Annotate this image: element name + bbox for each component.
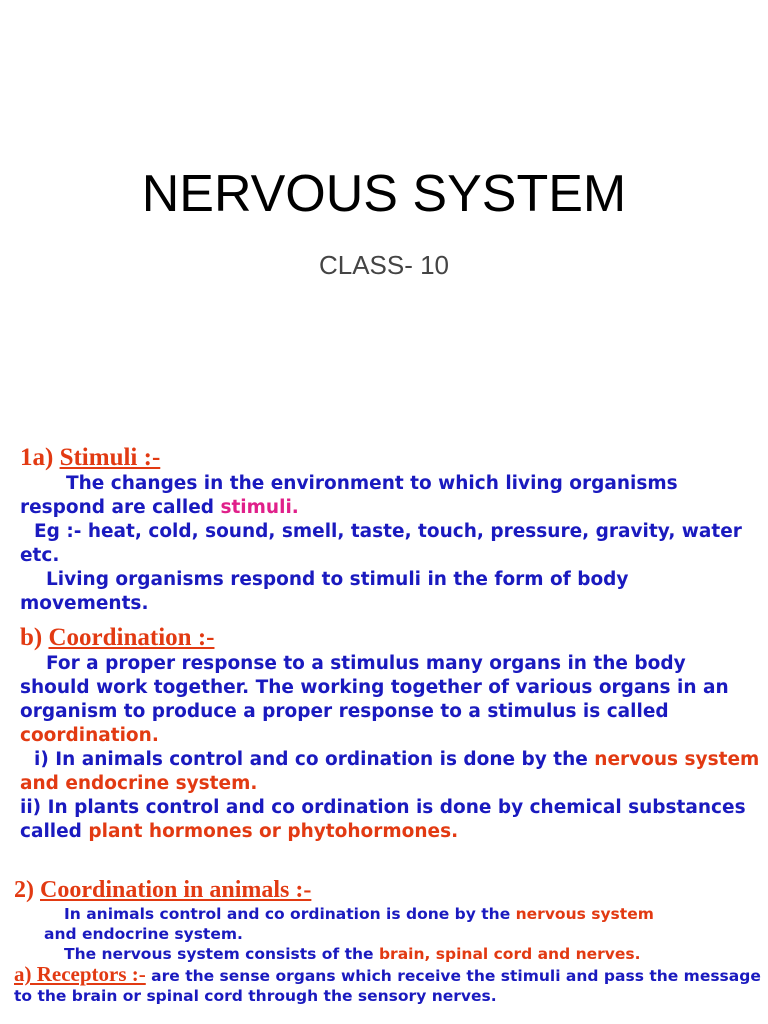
coordination-plants <box>20 796 760 844</box>
animals-heading <box>14 876 764 904</box>
coordination-plants-text: ii) In plants control and co ordination is done by chemical substances called <box>20 797 746 842</box>
stimuli-term: stimuli. <box>220 497 299 518</box>
notes-image <box>0 430 768 1024</box>
stimuli-response <box>20 568 760 616</box>
slide-title: NERVOUS SYSTEM <box>141 165 627 223</box>
coordination-definition <box>20 652 760 748</box>
stimuli-heading-num: 1a) <box>20 444 54 471</box>
coordination-animals-systems: nervous system and endocrine system. <box>20 749 760 794</box>
slide-subtitle: CLASS- 10 <box>318 250 450 280</box>
receptors-text: are the sense organs which receive the stimuli and pass the message to the brain or spinal cord through the sensory nerves. <box>14 967 761 1005</box>
receptors-paragraph <box>14 964 764 1006</box>
coordination-heading <box>20 624 760 652</box>
stimuli-section <box>20 444 760 616</box>
stimuli-definition-text: The changes in the environment to which living organisms respond are called <box>20 473 678 518</box>
coordination-heading-text: Coordination :- <box>48 624 215 651</box>
animals-control <box>14 904 764 944</box>
stimuli-heading <box>20 444 760 472</box>
stimuli-examples-text: Eg :- heat, cold, sound, smell, taste, touch, pressure, gravity, water etc. <box>20 521 742 566</box>
animals-composition <box>14 944 764 964</box>
coordination-definition-text: For a proper response to a stimulus many organs in the body should work together. The working together of various organs in an organism to produce a proper response to a stimulus is called <box>20 653 729 722</box>
coordination-heading-num: b) <box>20 624 43 651</box>
coordination-plants-hormones: plant hormones or phytohormones. <box>88 821 459 842</box>
coordination-animals-text: i) In animals control and co ordination is done by the <box>34 749 595 770</box>
animals-section <box>14 876 764 1006</box>
animals-heading-text: Coordination in animals :- <box>40 877 312 903</box>
coordination-section <box>20 624 760 844</box>
animals-composition-text: The nervous system consists of the <box>64 945 379 963</box>
animals-nervous-system: nervous system <box>515 905 654 923</box>
stimuli-definition <box>20 472 760 520</box>
stimuli-examples <box>20 520 760 568</box>
stimuli-heading-text: Stimuli :- <box>59 444 161 471</box>
animals-control-text: In animals control and co ordination is done by the <box>64 905 516 923</box>
animals-brain-parts: brain, spinal cord and nerves. <box>378 945 641 963</box>
animals-endocrine: and endocrine system. <box>44 925 243 943</box>
coordination-term: coordination. <box>20 725 159 746</box>
animals-heading-num: 2) <box>14 877 34 903</box>
receptors-label: a) Receptors :- <box>14 962 146 986</box>
coordination-animals <box>20 748 760 796</box>
stimuli-response-text: Living organisms respond to stimuli in the form of body movements. <box>20 569 629 614</box>
